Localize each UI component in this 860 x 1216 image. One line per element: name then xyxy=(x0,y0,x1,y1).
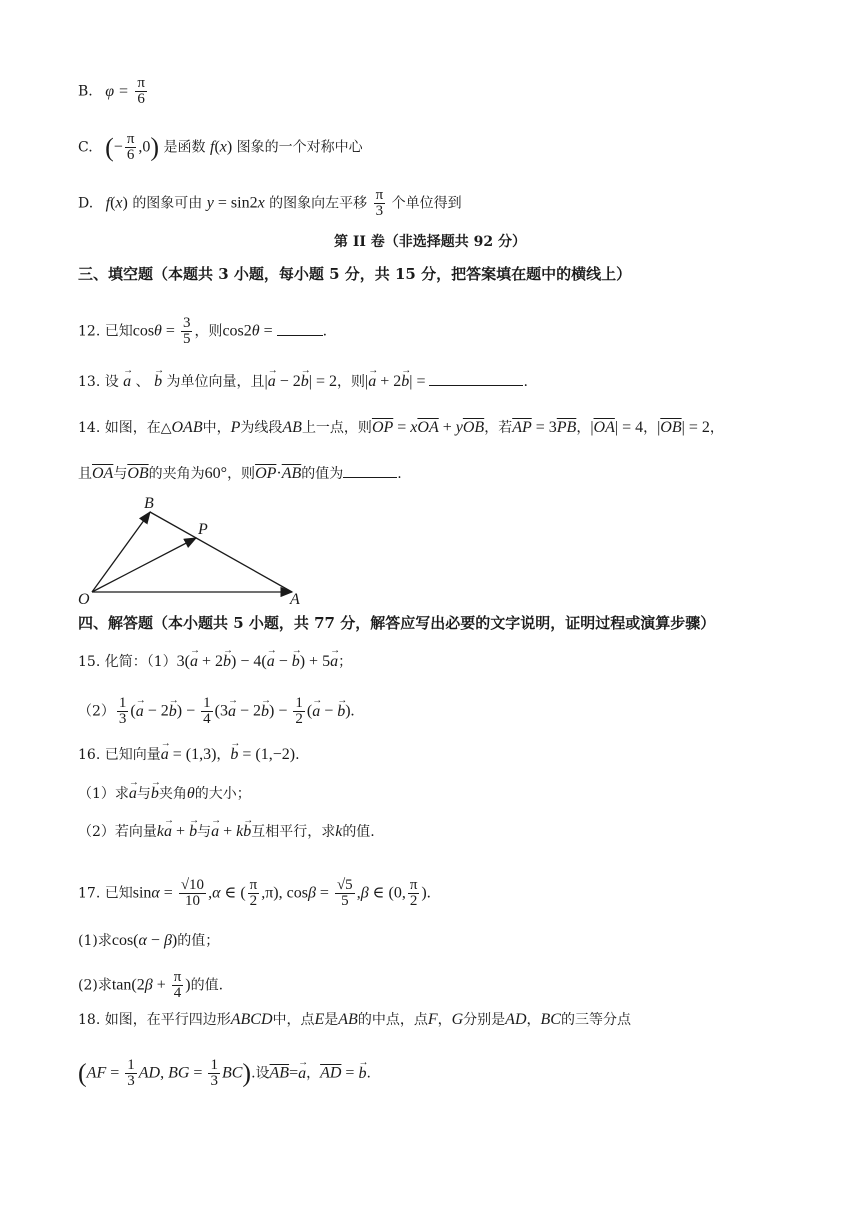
question-14: 14. 如图，在△OAB中，P为线段AB上一点，则$\overline{OP} = x\overline{OA} + y\overline{OB}$，若$\overline{AP} = 3\overline{PB}$，$|\overline{OA}| = 4$，$|\overline{OB}| = 2$， xyxy=(78,419,724,436)
question-16: 16. 已知向量→ a = (1,3)，→ b = (1,−2). xyxy=(78,745,300,765)
segment-ab xyxy=(150,512,292,592)
question-15-part2: （2） $\frac{1}{3}$ (→ a − 2→ b) − $\frac{1}{4}$ (3→ a − 2→ b) − $\frac{1}{2}$ (→ a − → b). xyxy=(78,696,355,727)
question-17: 17. 已知sinα = $\frac{√10}{10}$ ,α ∈ ( $\frac{\pi}{2}$ ,π), cosβ = $\frac{√5}{5}$ ,β ∈ (0, $\frac{\pi}{2}$ ). xyxy=(78,877,431,909)
pi-over-6: $\frac{\pi}{6}$ xyxy=(137,75,145,107)
vector-ob xyxy=(92,512,150,592)
question-15: 15. 化简：（1）3(→ a + 2→ b) − 4(→ a − → b) + 5→ a； xyxy=(78,652,352,672)
label-o: O xyxy=(78,591,90,608)
label-p: P xyxy=(198,521,208,538)
phi-expression: φ = xyxy=(105,82,129,100)
option-b: B. φ = $\frac{\pi}{6}$ xyxy=(78,75,145,107)
answer-blank[interactable] xyxy=(343,465,397,478)
question-17-part2: (2)求tan(2β + $\frac{\pi}{4}$ )的值. xyxy=(78,969,224,1001)
question-16-part2: （2）若向量k→ a + → b与→ a + k→ b互相平行，求k的值. xyxy=(78,822,375,842)
vector-op xyxy=(92,538,196,592)
part3-heading: 三、填空题（本题共 3 小题，每小题 5 分，共 15 分，把答案填在题中的横线上） xyxy=(78,265,632,283)
question-14-line2: 且$\overline{OA}$与$\overline{OB}$的夹角为60°，则$\overline{OP}\cdot\overline{AB}$的值为 . xyxy=(78,465,402,482)
question-13: 13. 设 → a 、 → b 为单位向量，且|→ a − 2→ b| = 2，则|→ a + 2→ b| = . xyxy=(78,372,528,392)
option-c: C. (− $\frac{\pi}{6}$ ,0) 是函数 f(x) 图象的一个对称中心 xyxy=(78,131,363,163)
question-18-line2: (AF = $\frac{1}{3}$ AD, BG = $\frac{1}{3}$ BC).设$\overline{AB}=\to a$，$\overline{AD}$ = → b. xyxy=(78,1058,371,1089)
label-a: A xyxy=(290,591,300,608)
part4-heading: 四、解答题（本小题共 5 小题，共 77 分，解答应写出必要的文字说明，证明过程或演算步骤） xyxy=(78,614,716,632)
answer-blank[interactable] xyxy=(277,323,323,336)
triangle-figure xyxy=(74,494,314,608)
question-18: 18. 如图，在平行四边形ABCD中，点E是AB的中点，点F，G分别是AD，BC的三等分点 xyxy=(78,1011,631,1028)
question-12: 12. 已知cosθ = $\frac{3}{5}$ ，则cos2θ = . xyxy=(78,315,328,347)
answer-blank[interactable] xyxy=(429,373,523,386)
question-16-part1: （1）求→ a与→ b夹角θ的大小； xyxy=(78,784,251,804)
question-17-part1: (1)求cos(α − β)的值； xyxy=(78,932,220,949)
label-b: B xyxy=(144,495,154,512)
section-title: 第 II 卷（非选择题共 92 分） xyxy=(333,234,527,250)
option-d: D. f(x) 的图象可由 y = sin2x 的图象向左平移 $\frac{\pi}{3}$ 个单位得到 xyxy=(78,187,462,219)
